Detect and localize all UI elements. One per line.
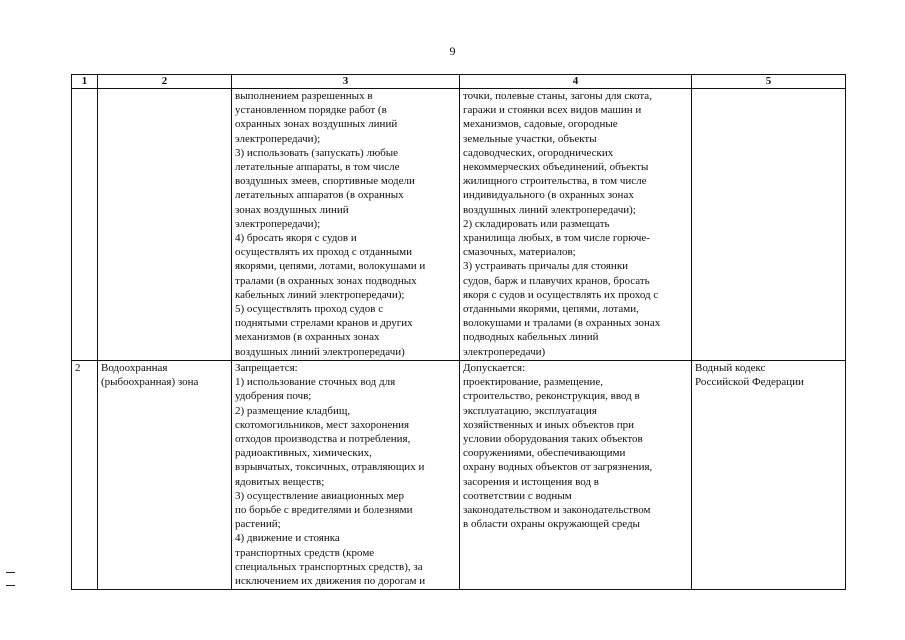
cell-legal-basis: Водный кодекс Российской Федерации bbox=[692, 361, 846, 590]
cell-number: 2 bbox=[72, 361, 98, 590]
table-row bbox=[72, 361, 846, 590]
cell-prohibited: выполнением разрешенных в установленном порядке работ (в охранных зонах воздушных линий электропередачи); 3) использовать (запускать) любые летательные аппараты, в том числе воздушных змеев, спортивные модели летательных аппаратов (в охранных зонах воздушных линий электропередачи); 4) бросать якоря с судов и осуществлять их проход с отданными якорями, цепями, лотами, волокушами и тралами (в охранных зонах подводных кабельных линий электропередачи); 5) осуществлять проход судов с поднятыми стрелами кранов и других механизмов (в охранных зонах воздушных линий электропередачи) bbox=[232, 89, 460, 361]
cell-permitted: Допускается: проектирование, размещение, строительство, реконструкция, ввод в эксплуатацию, эксплуатация хозяйственных и иных объектов при условии оборудования таких объектов сооружениями, обеспечивающими охрану водных объектов от загрязнения, засорения и истощения вод в соответствии с водным законодательством и законодательством в области охраны окружающей среды bbox=[460, 361, 692, 590]
cell-number bbox=[72, 89, 98, 361]
table-row bbox=[72, 89, 846, 361]
cell-zone-name bbox=[98, 89, 232, 361]
page-number: 9 bbox=[449, 44, 456, 58]
cell-zone-name: Водоохранная (рыбоохранная) зона bbox=[98, 361, 232, 590]
cell-permitted: точки, полевые станы, загоны для скота, гаражи и стоянки всех видов машин и механизмов, садовые, огородные земельные участки, объекты садоводческих, огороднических некоммерческих объединений, объекты жилищного строительства, в том числе индивидуального (в охранных зонах воздушных линий электропередачи); 2) складировать или размещать хранилища любых, в том числе горюче- смазочных, материалов; 3) устраивать причалы для стоянки судов, барж и плавучих кранов, бросать якоря с судов и осуществлять их проход с отданными якорями, цепями, лотами, волокушами и тралами (в охранных зонах подводных кабельных линий электропередачи) bbox=[460, 89, 692, 361]
column-header-1: 1 bbox=[72, 75, 98, 89]
column-header-3: 3 bbox=[232, 75, 460, 89]
column-header-4: 4 bbox=[460, 75, 692, 89]
table-header-row bbox=[72, 75, 846, 89]
document-table bbox=[71, 74, 846, 590]
margin-mark bbox=[6, 585, 15, 586]
cell-prohibited: Запрещается: 1) использование сточных вод для удобрения почв; 2) размещение кладбищ, скотомогильников, мест захоронения отходов производства и потребления, радиоактивных, химических, взрывчатых, токсичных, отравляющих и ядовитых веществ; 3) осуществление авиационных мер по борьбе с вредителями и болезнями растений; 4) движение и стоянка транспортных средств (кроме специальных транспортных средств), за исключением их движения по дорогам и bbox=[232, 361, 460, 590]
cell-legal-basis bbox=[692, 89, 846, 361]
column-header-5: 5 bbox=[692, 75, 846, 89]
margin-mark bbox=[6, 572, 15, 573]
column-header-2: 2 bbox=[98, 75, 232, 89]
